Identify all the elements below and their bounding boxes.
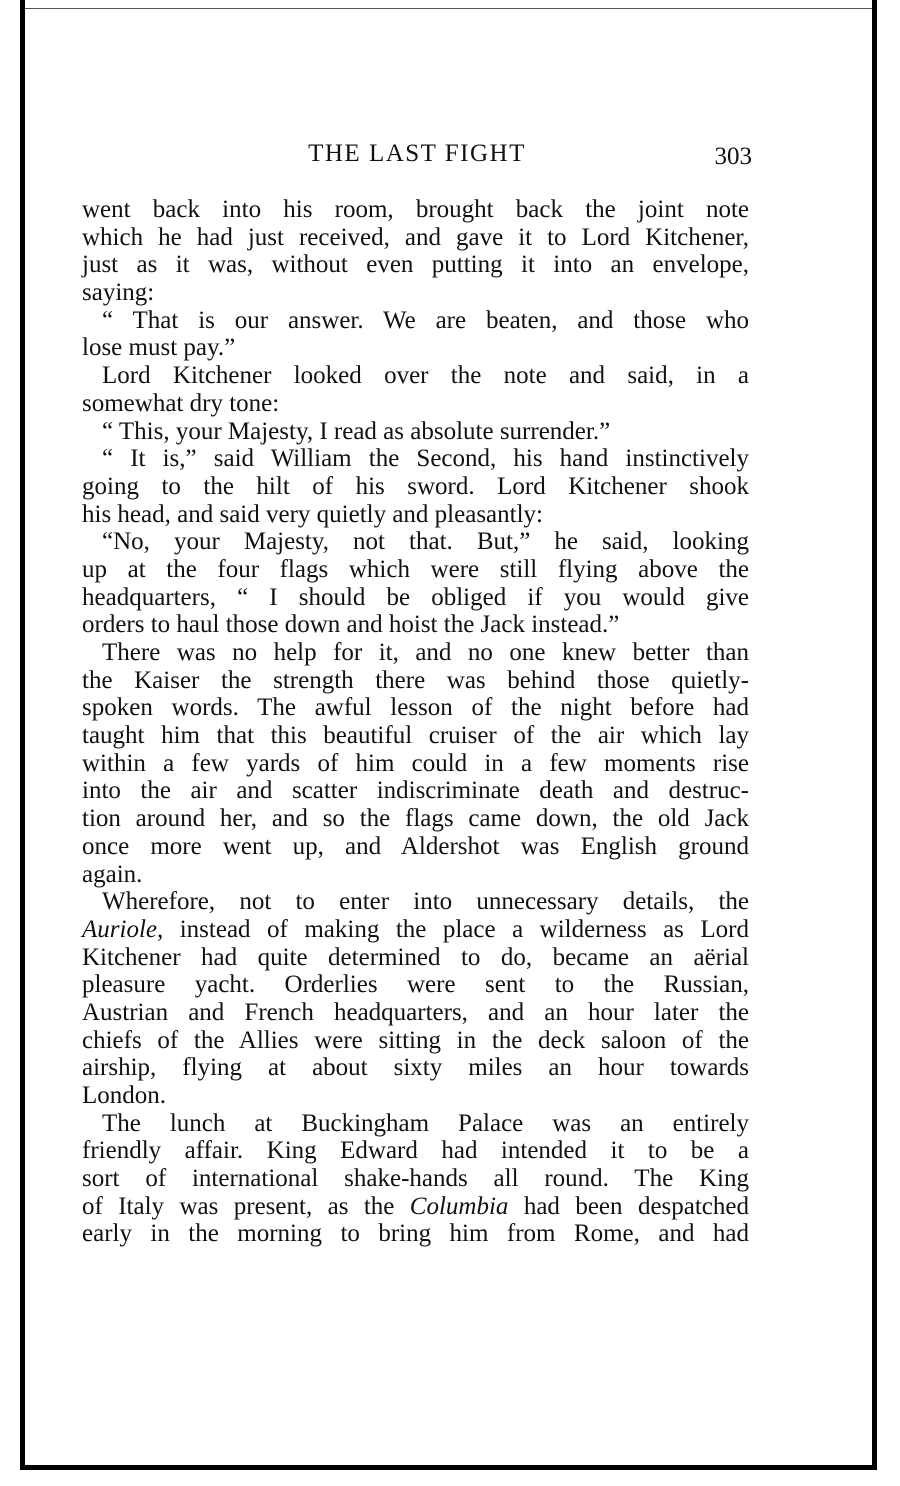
text-line: Wherefore, not to enter into unnecessary details, the	[102, 888, 749, 916]
page-number: 303	[714, 143, 752, 170]
body-text	[82, 196, 749, 1248]
text-line: into the air and scatter indiscriminate death and destruc-	[82, 777, 749, 805]
text-line: orders to haul those down and hoist the Jack instead.”	[82, 611, 620, 639]
text-line: of Italy was present, as the Columbia had been despatched	[82, 1192, 749, 1220]
text-line: “ It is,” said William the Second, his hand instinctively	[102, 445, 749, 473]
text-line: airship, flying at about sixty miles an hour towards	[82, 1054, 749, 1082]
text-line: The lunch at Buckingham Palace was an entirely	[102, 1109, 749, 1137]
text-line: spoken words. The awful lesson of the night before had	[82, 694, 749, 722]
text-line: sort of international shake-hands all round. The King	[82, 1165, 749, 1193]
text-line: “No, your Majesty, not that. But,” he said, looking	[102, 528, 749, 556]
text-line: the Kaiser the strength there was behind those quietly-	[82, 666, 749, 694]
text-line: Kitchener had quite determined to do, became an aërial	[82, 943, 749, 971]
text-line: London.	[82, 1082, 167, 1109]
text-line: once more went up, and Aldershot was English ground	[82, 832, 749, 860]
text-line: friendly affair. King Edward had intended it to be a	[82, 1137, 749, 1165]
text-line: again.	[82, 860, 143, 888]
text-line: “ That is our answer. We are beaten, and those who	[102, 306, 749, 334]
text-line: early in the morning to bring him from Rome, and had	[82, 1220, 749, 1248]
text-line: went back into his room, brought back the joint note	[82, 196, 749, 223]
text-line: Auriole, instead of making the place a wilderness as Lord	[82, 915, 749, 943]
text-line: lose must pay.”	[82, 334, 236, 362]
text-line: going to the hilt of his sword. Lord Kitchener shook	[82, 472, 749, 500]
text-line: headquarters, “ I should be obliged if you would give	[82, 583, 749, 611]
page-header	[82, 140, 752, 180]
text-line: within a few yards of him could in a few moments rise	[82, 749, 749, 777]
text-line: Austrian and French headquarters, and an hour later the	[82, 998, 749, 1026]
text-line: somewhat dry tone:	[82, 389, 280, 417]
text-line: tion around her, and so the flags came down, the old Jack	[82, 805, 749, 833]
text-line: saying:	[82, 279, 155, 307]
text-line: just as it was, without even putting it into an envelope,	[82, 251, 749, 279]
text-line: taught him that this beautiful cruiser of the air which lay	[82, 722, 749, 750]
text-line: Lord Kitchener looked over the note and said, in a	[102, 362, 749, 390]
text-line: up at the four flags which were still flying above the	[82, 555, 749, 583]
text-line: “ This, your Majesty, I read as absolute surrender.”	[102, 417, 611, 445]
text-line: his head, and said very quietly and pleasantly:	[82, 500, 543, 528]
running-title: THE LAST FIGHT	[308, 140, 526, 167]
text-line: which he had just received, and gave it to Lord Kitchener,	[82, 223, 749, 251]
text-line: There was no help for it, and no one knew better than	[102, 639, 749, 666]
text-line: chiefs of the Allies were sitting in the deck saloon of the	[82, 1026, 749, 1054]
text-line: pleasure yacht. Orderlies were sent to the Russian,	[82, 971, 749, 999]
